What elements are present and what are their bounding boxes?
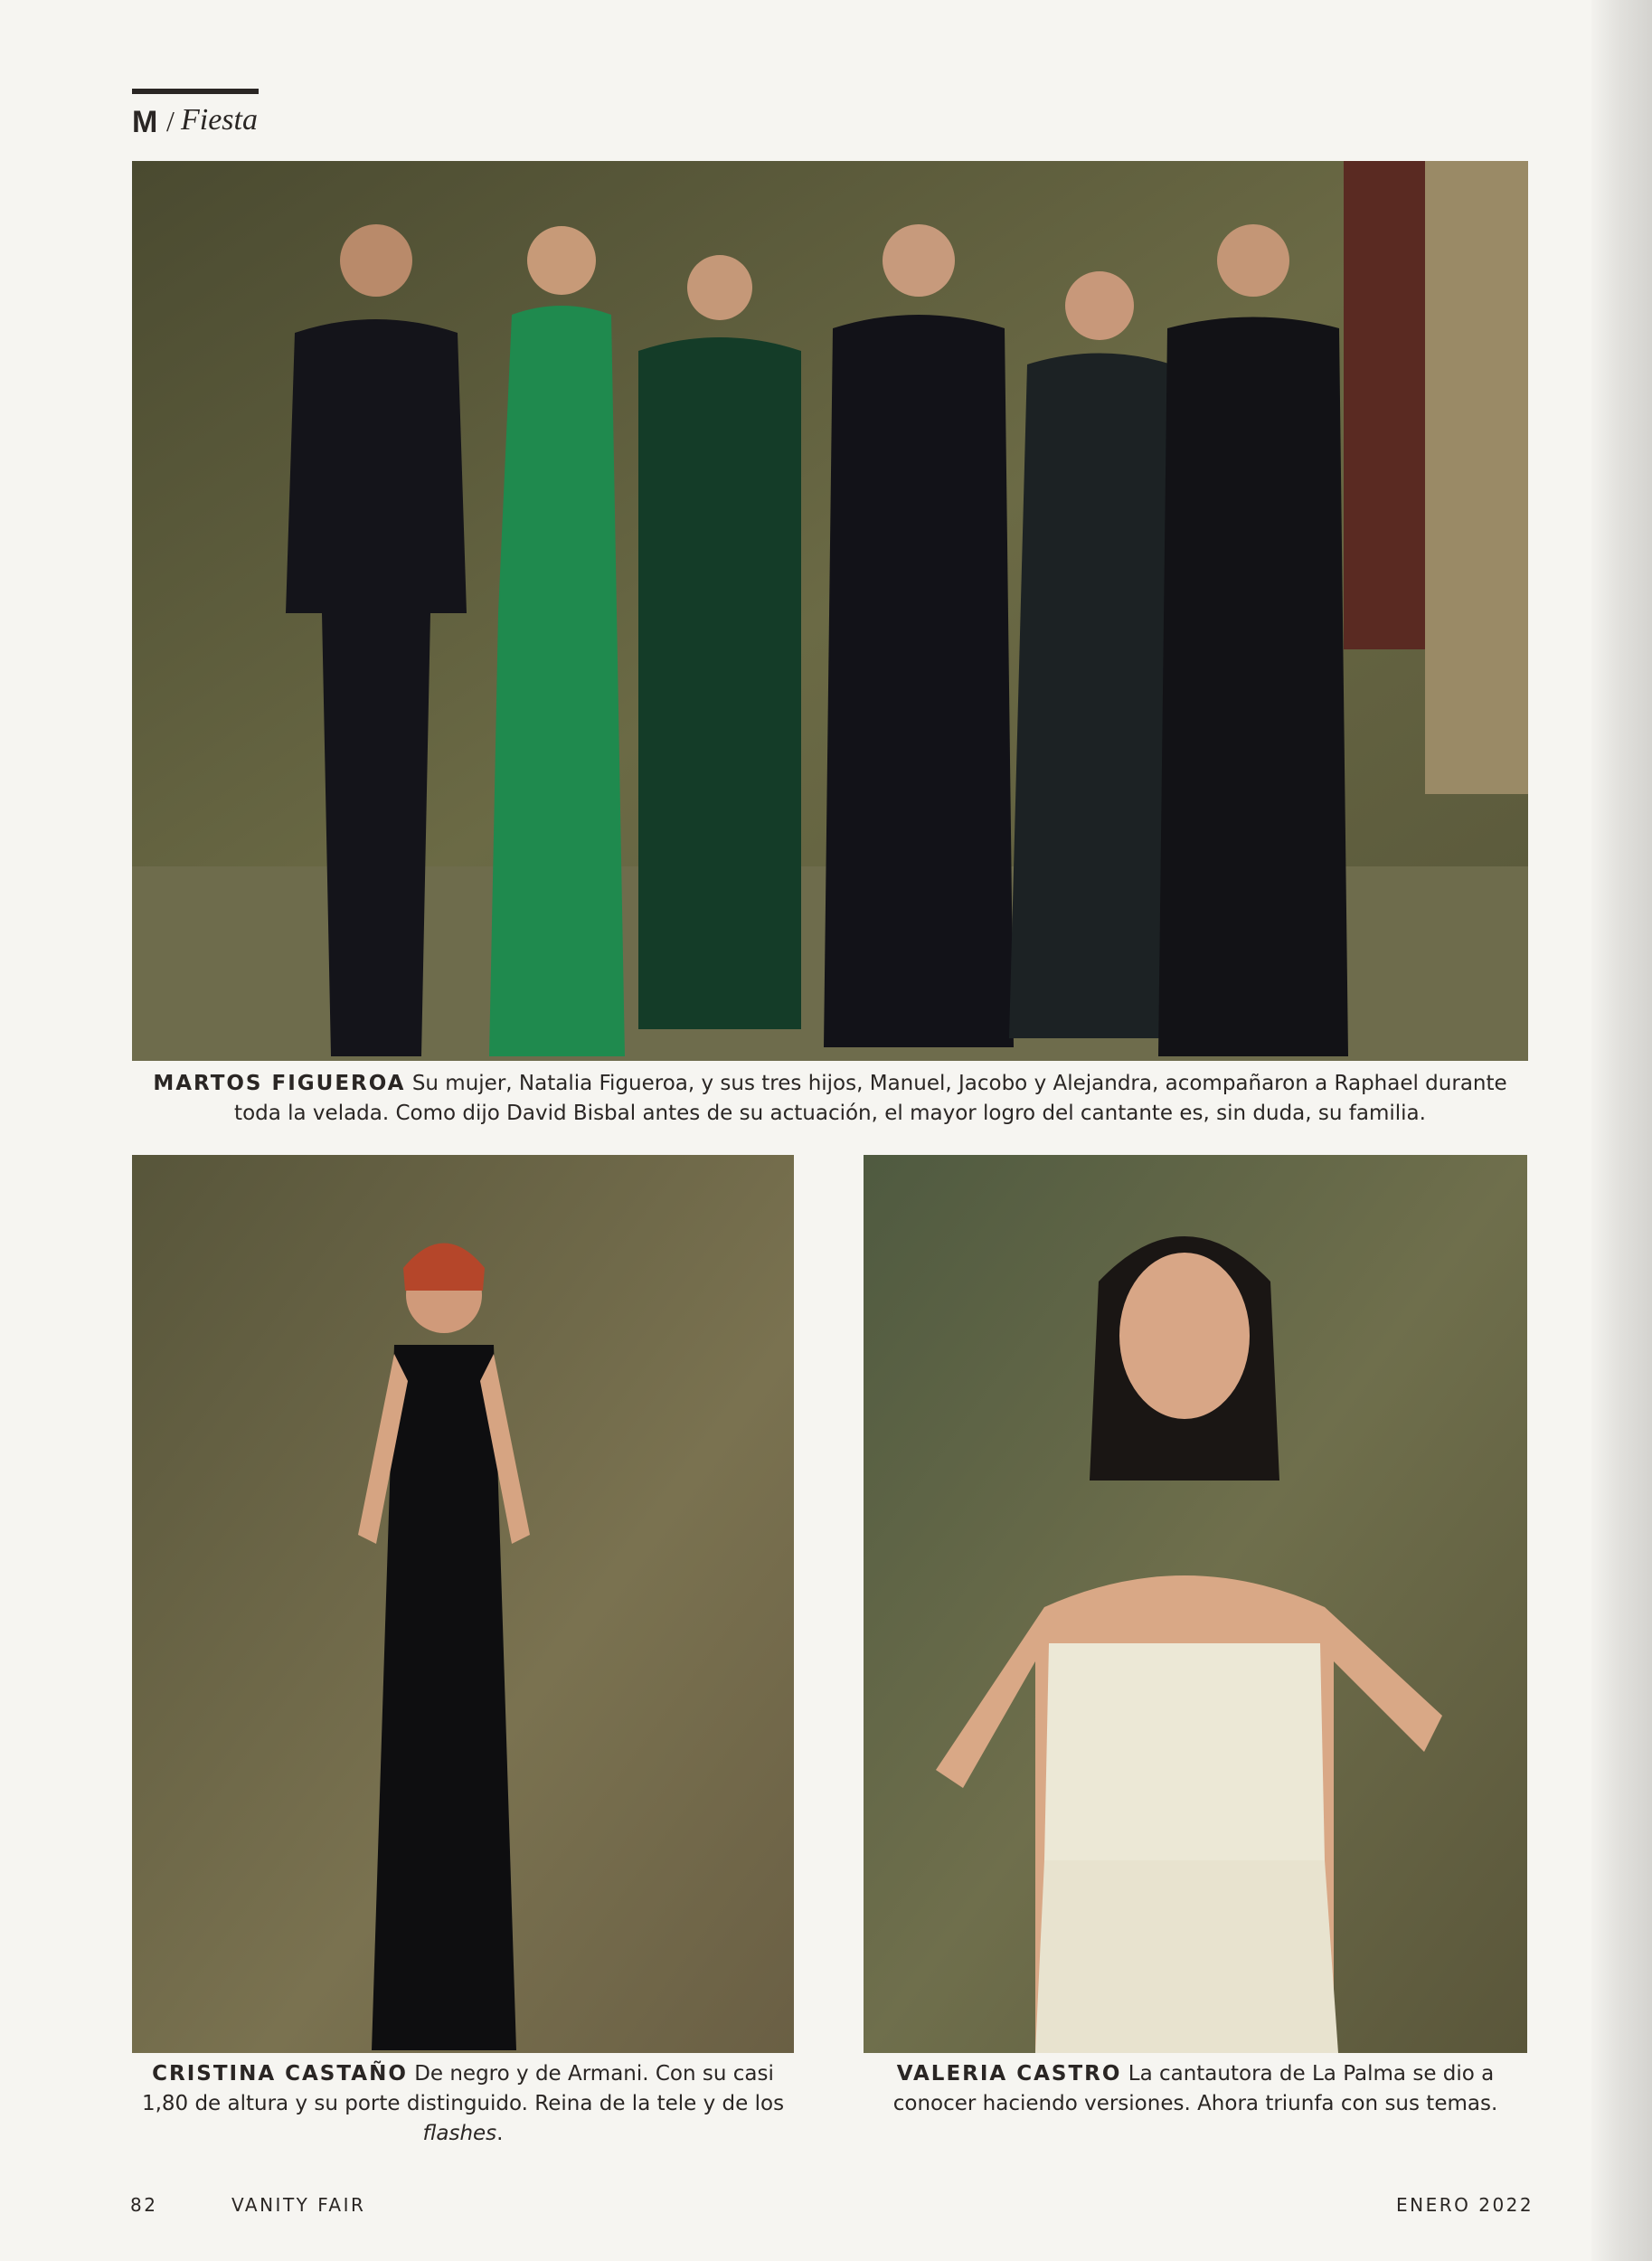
footer-issue-date: ENERO 2022: [1396, 2194, 1534, 2216]
caption-name: VALERIA CASTRO: [896, 2062, 1122, 2086]
section-header: [132, 89, 403, 143]
header-separator: /: [166, 105, 175, 137]
caption-name: MARTOS FIGUEROA: [153, 1072, 406, 1095]
valeria-castro-photo: [864, 1155, 1527, 2053]
footer-magazine-name: VANITY FAIR: [231, 2194, 366, 2216]
cristina-castano-photo: [132, 1155, 794, 2053]
caption-italic: flashes: [422, 2122, 497, 2145]
cristina-castano-caption: [132, 2059, 794, 2149]
caption-text: De negro y de Armani. Con su casi 1,80 de altura y su porte distinguido. Reina de la tele y de los: [141, 2062, 785, 2115]
caption-end: .: [496, 2122, 504, 2145]
caption-text: La cantautora de La Palma se dio a conocer haciendo versiones. Ahora triunfa con sus temas.: [892, 2062, 1498, 2115]
valeria-castro-caption: [864, 2059, 1527, 2119]
footer-page-number: 82: [130, 2194, 158, 2216]
family-photo-caption: [132, 1069, 1528, 1129]
page-edge-shadow: [1591, 0, 1652, 2261]
header-logo-mark: M: [132, 105, 157, 139]
caption-text: Su mujer, Natalia Figueroa, y sus tres hijos, Manuel, Jacobo y Alejandra, acompañaron a Raphael durante toda la velada. Como dijo David Bisbal antes de su actuación, el mayor logro del cantante es, sin duda, su familia.: [234, 1072, 1507, 1125]
family-photo: [132, 161, 1528, 1061]
header-rule: [132, 89, 259, 94]
caption-name: CRISTINA CASTAÑO: [152, 2062, 408, 2086]
header-section-title: Fiesta: [181, 103, 258, 137]
